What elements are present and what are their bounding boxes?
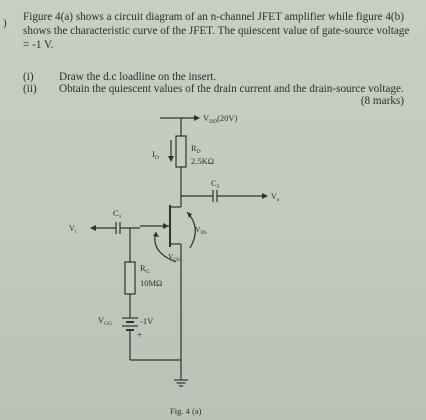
svg-text:-1V: -1V (140, 316, 154, 326)
gate-resistor-rg (125, 262, 162, 294)
item-text: Draw the d.c loadline on the insert. (59, 71, 217, 83)
drain-current-arrow (152, 140, 174, 162)
svg-text:RD: $R_D$ (191, 143, 201, 155)
coupling-capacitor-c2 (181, 178, 280, 203)
svg-text:VGS: $V_{GS}$ (168, 252, 180, 263)
marks-label: (8 marks) (360, 95, 404, 107)
svg-text:2.5KΩ: 2.5KΩ (191, 156, 215, 166)
question-intro: Figure 4(a) shows a circuit diagram of an n-channel JFET amplifier while figure 4(b) shows the characteristic curve of the JFET. The quiescent value of gate-source voltage = -1 V. (23, 11, 410, 51)
svg-text:C2: $C_2$ (211, 178, 220, 190)
svg-text:ID: $I_D$ (152, 149, 159, 161)
question-number-mark: ) (3, 17, 7, 29)
svg-text:Vi: $V_i$ (69, 224, 77, 235)
drain-resistor-rd (176, 136, 214, 167)
jfet-transistor (140, 205, 181, 247)
item-numeral: (i) (23, 71, 34, 83)
svg-text:Vo: $V_o$ (271, 192, 280, 203)
coupling-capacitor-c1 (69, 208, 140, 235)
svg-text:VDS: $V_{DS}$ (195, 225, 207, 236)
item-text: Obtain the quiescent values of the drain current and the drain-source voltage. (59, 83, 404, 95)
svg-text:10MΩ: 10MΩ (140, 278, 163, 288)
figure-caption: Fig. 4 (a) (170, 406, 202, 416)
vdd-terminal (160, 113, 238, 125)
svg-text:VGG: $V_{GG}$ (98, 315, 113, 327)
svg-text:RG: $R_G$ (140, 263, 150, 275)
gate-bias-battery-vgg (98, 315, 181, 360)
item-numeral: (ii) (23, 83, 37, 95)
svg-text:VDD(20V): $V_{DD}(20V)$ (203, 113, 238, 125)
vds-indicator (187, 212, 207, 248)
ground-symbol (174, 380, 188, 386)
svg-text:+: + (137, 330, 143, 340)
vgs-indicator (153, 232, 180, 263)
svg-text:C1: $C_1$ (113, 208, 122, 220)
